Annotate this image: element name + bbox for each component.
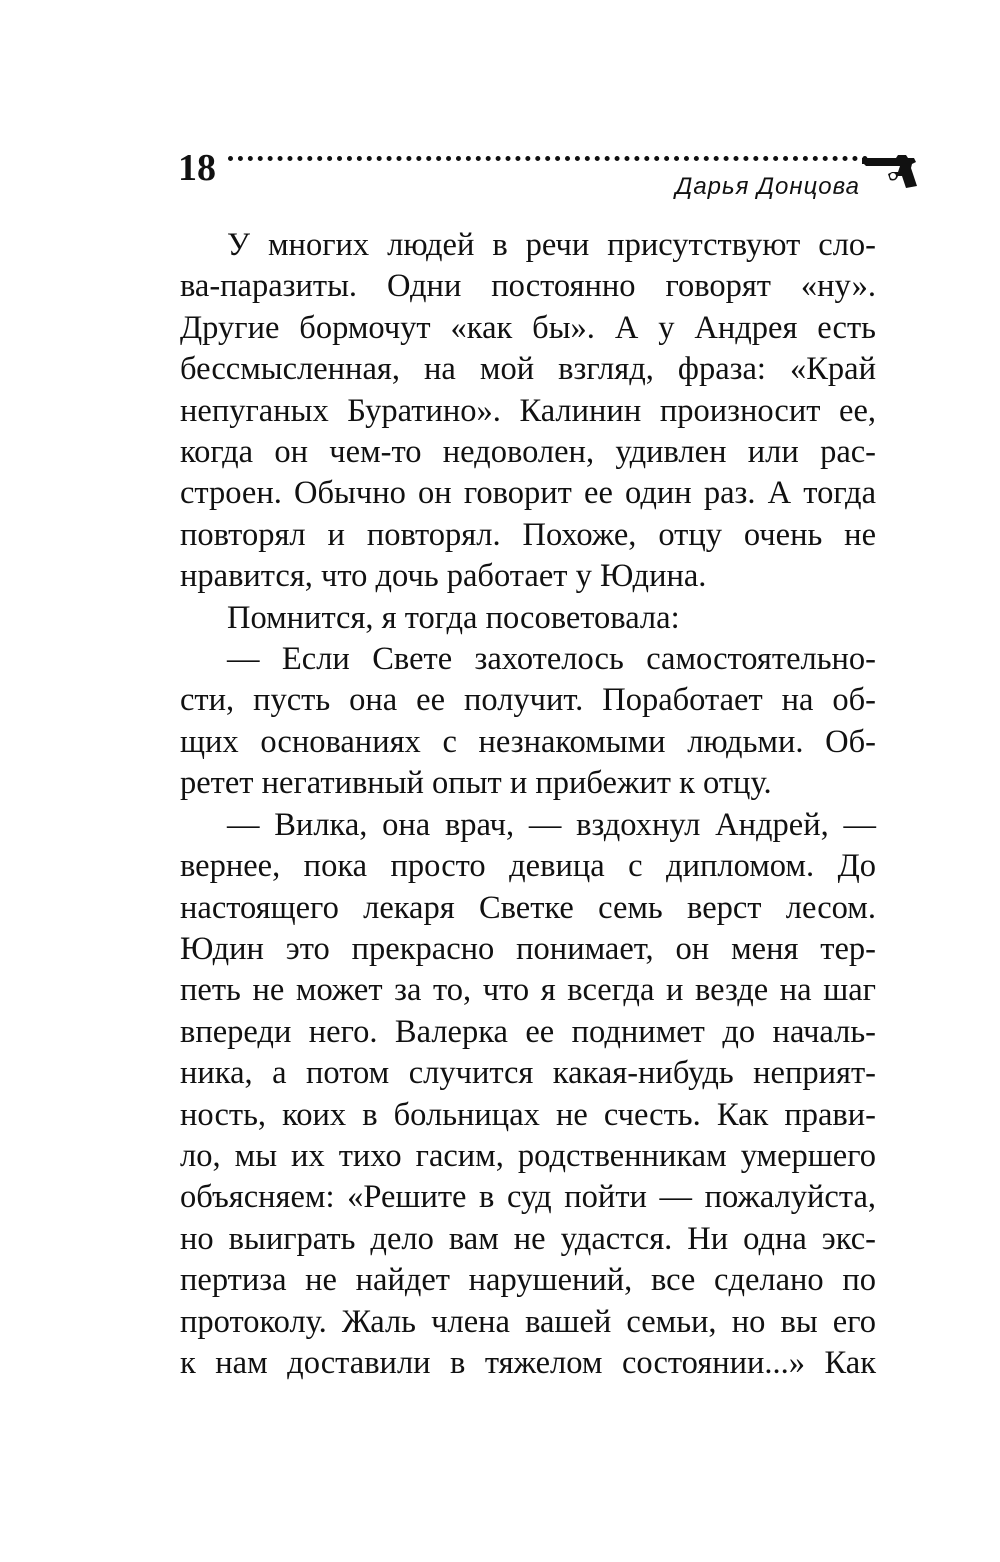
text-line: — Вилка, она врач, — вздохнул Андрей, — bbox=[227, 806, 876, 843]
text-line: ва-паразиты. Одни постоянно говорят «ну». bbox=[180, 268, 876, 305]
text-line: ника, а потом случится какая-нибудь неприят- bbox=[180, 1055, 876, 1092]
text-line: повторял и повторял. Похоже, отцу очень не bbox=[180, 516, 876, 553]
text-line: щих основаниях с незнакомыми людьми. Об- bbox=[180, 723, 876, 760]
text-line: сти, пусть она ее получит. Поработает на об- bbox=[180, 682, 876, 719]
header-dotted-rule bbox=[228, 156, 868, 161]
body-text bbox=[180, 225, 876, 1384]
text-line: ность, коих в больницах не счесть. Как прави- bbox=[180, 1096, 876, 1133]
text-line: — Если Свете захотелось самостоятельно- bbox=[227, 641, 876, 678]
text-line: вернее, пока просто девица с дипломом. До bbox=[180, 848, 876, 885]
text-line: объясняем: «Решите в суд пойти — пожалуйста, bbox=[180, 1179, 876, 1216]
text-line: Помнится, я тогда посоветовала: bbox=[227, 599, 680, 636]
text-line: настоящего лекаря Светке семь верст лесом. bbox=[180, 889, 876, 926]
text-line: протоколу. Жаль члена вашей семьи, но вы его bbox=[180, 1303, 876, 1340]
text-line: ретет негативный опыт и прибежит к отцу. bbox=[180, 765, 772, 802]
revolver-icon bbox=[862, 150, 920, 190]
text-line: Другие бормочут «как бы». А у Андрея есть bbox=[180, 309, 876, 346]
text-line: впереди него. Валерка ее поднимет до началь- bbox=[180, 1013, 876, 1050]
text-line: когда он чем-то недоволен, удивлен или рас- bbox=[180, 434, 876, 471]
text-line: строен. Обычно он говорит ее один раз. А тогда bbox=[180, 475, 876, 512]
text-line: пертиза не найдет нарушений, все сделано по bbox=[180, 1262, 876, 1299]
text-line: нравится, что дочь работает у Юдина. bbox=[180, 558, 707, 595]
text-line: петь не может за то, что я всегда и везде на шаг bbox=[180, 972, 876, 1009]
text-line: Юдин это прекрасно понимает, он меня тер- bbox=[180, 930, 876, 967]
text-line: бессмысленная, на мой взгляд, фраза: «Край bbox=[180, 351, 876, 388]
page-number: 18 bbox=[178, 147, 216, 189]
text-line: но выиграть дело вам не удастся. Ни одна экс- bbox=[180, 1220, 876, 1257]
text-line: ло, мы их тихо гасим, родственникам умершего bbox=[180, 1137, 876, 1174]
author-name: Дарья Донцова bbox=[675, 173, 860, 200]
text-line: У многих людей в речи присутствуют сло- bbox=[227, 227, 876, 263]
text-line: непуганых Буратино». Калинин произносит ее, bbox=[180, 392, 876, 429]
text-line: к нам доставили в тяжелом состоянии...» Как bbox=[180, 1344, 876, 1381]
